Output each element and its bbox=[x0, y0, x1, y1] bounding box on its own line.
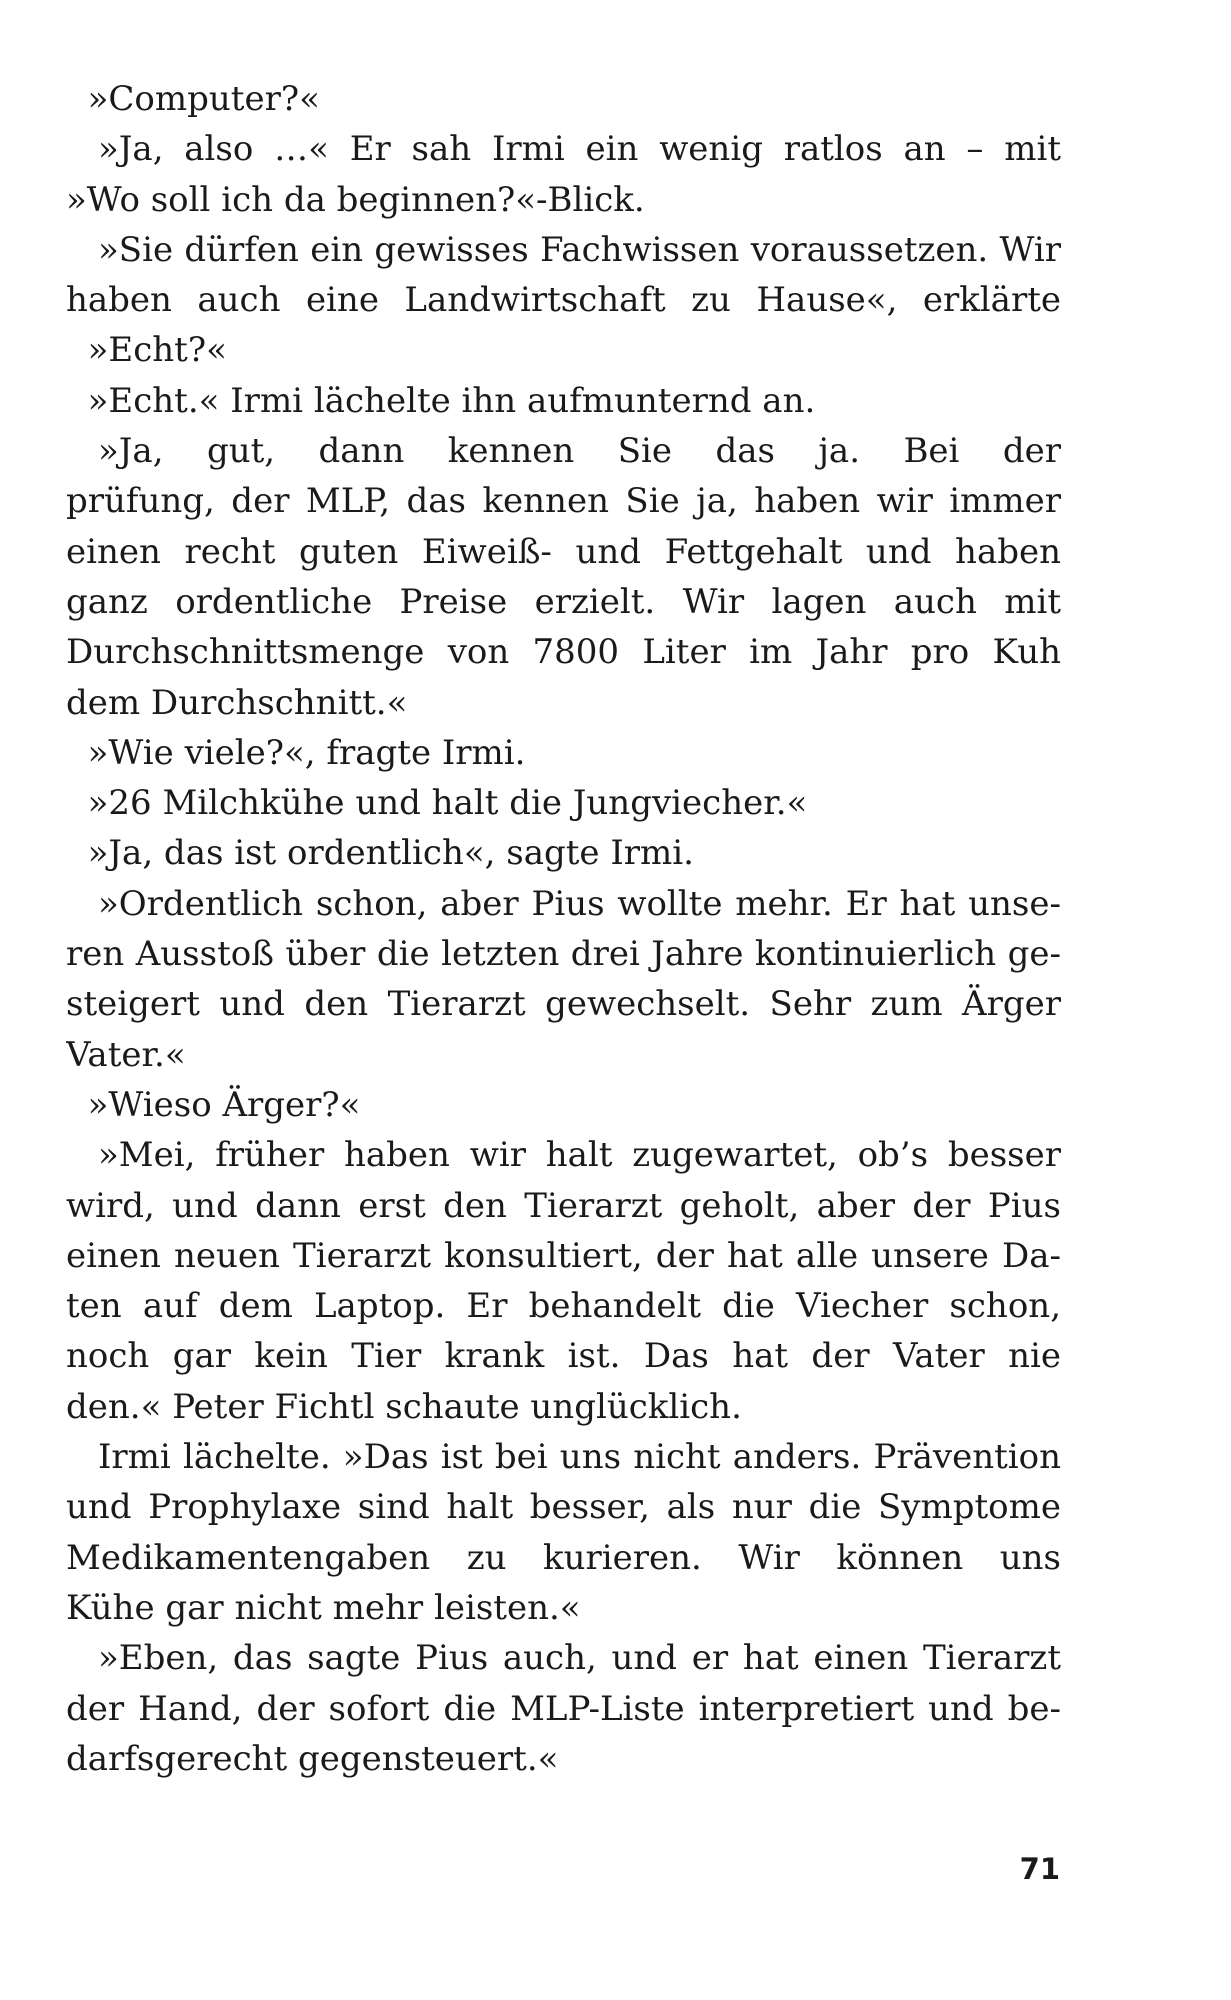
text-line: »26 Milchkühe und halt die Jungviecher.« bbox=[66, 783, 808, 824]
text-line: »Wo soll ich da beginnen?«-Blick. bbox=[66, 179, 645, 220]
text-line: ganz ordentliche Preise erzielt. Wir lagen auch mit bbox=[66, 581, 1061, 622]
text-line: Medikamentengaben zu kurieren. Wir können uns bbox=[66, 1537, 1061, 1578]
text-line: »Mei, früher haben wir halt zugewartet, ob’s besser bbox=[98, 1135, 1061, 1176]
text-line: ren Ausstoß über die letzten drei Jahre kontinuierlich ge- bbox=[66, 934, 1061, 975]
text-line: »Ja, gut, dann kennen Sie das ja. Bei der bbox=[98, 431, 1061, 472]
text-line: und Prophylaxe sind halt besser, als nur die Symptome bbox=[66, 1487, 1061, 1528]
text-line: Irmi lächelte. »Das ist bei uns nicht anders. Prävention bbox=[98, 1437, 1061, 1478]
body-text bbox=[66, 74, 1061, 1784]
text-line: »Sie dürfen ein gewisses Fachwissen voraussetzen. Wir bbox=[98, 229, 1061, 270]
text-line: ten auf dem Laptop. Er behandelt die Viecher schon, bbox=[66, 1286, 1061, 1327]
text-line: »Wieso Ärger?« bbox=[66, 1084, 361, 1125]
text-line: wird, und dann erst den Tierarzt geholt, aber der Pius bbox=[66, 1185, 1061, 1226]
text-line: der Hand, der sofort die MLP-Liste interpretiert und be- bbox=[66, 1688, 1061, 1729]
text-line: Vater.« bbox=[66, 1034, 186, 1075]
text-line: prüfung, der MLP, das kennen Sie ja, haben wir immer bbox=[66, 481, 1061, 522]
text-line: dem Durchschnitt.« bbox=[66, 682, 408, 723]
page-number: 71 bbox=[1019, 1852, 1060, 1886]
text-line: »Ja, also …« Er sah Irmi ein wenig ratlos an – mit bbox=[98, 129, 1061, 170]
text-line: haben auch eine Landwirtschaft zu Hause«, erklärte bbox=[66, 280, 1061, 321]
text-line: steigert und den Tierarzt gewechselt. Sehr zum Ärger bbox=[66, 984, 1061, 1025]
text-line: darfsgerecht gegensteuert.« bbox=[66, 1738, 559, 1779]
text-line: »Wie viele?«, fragte Irmi. bbox=[66, 732, 526, 773]
text-line: »Computer?« bbox=[66, 79, 320, 119]
text-line: »Eben, das sagte Pius auch, und er hat einen Tierarzt bbox=[98, 1638, 1061, 1679]
text-line: den.« Peter Fichtl schaute unglücklich. bbox=[66, 1386, 742, 1427]
text-line: »Ordentlich schon, aber Pius wollte mehr. Er hat unse- bbox=[98, 883, 1061, 924]
text-line: einen neuen Tierarzt konsultiert, der hat alle unsere Da- bbox=[66, 1235, 1061, 1276]
text-line: »Echt?« bbox=[66, 330, 227, 371]
text-line: einen recht guten Eiweiß- und Fettgehalt und haben bbox=[66, 531, 1061, 572]
text-line: Kühe gar nicht mehr leisten.« bbox=[66, 1587, 581, 1628]
text-line: Durchschnittsmenge von 7800 Liter im Jahr pro Kuh bbox=[66, 632, 1061, 673]
text-line: »Ja, das ist ordentlich«, sagte Irmi. bbox=[66, 833, 694, 874]
text-line: »Echt.« Irmi lächelte ihn aufmunternd an. bbox=[66, 380, 816, 421]
text-line: noch gar kein Tier krank ist. Das hat der Vater nie bbox=[66, 1336, 1061, 1377]
